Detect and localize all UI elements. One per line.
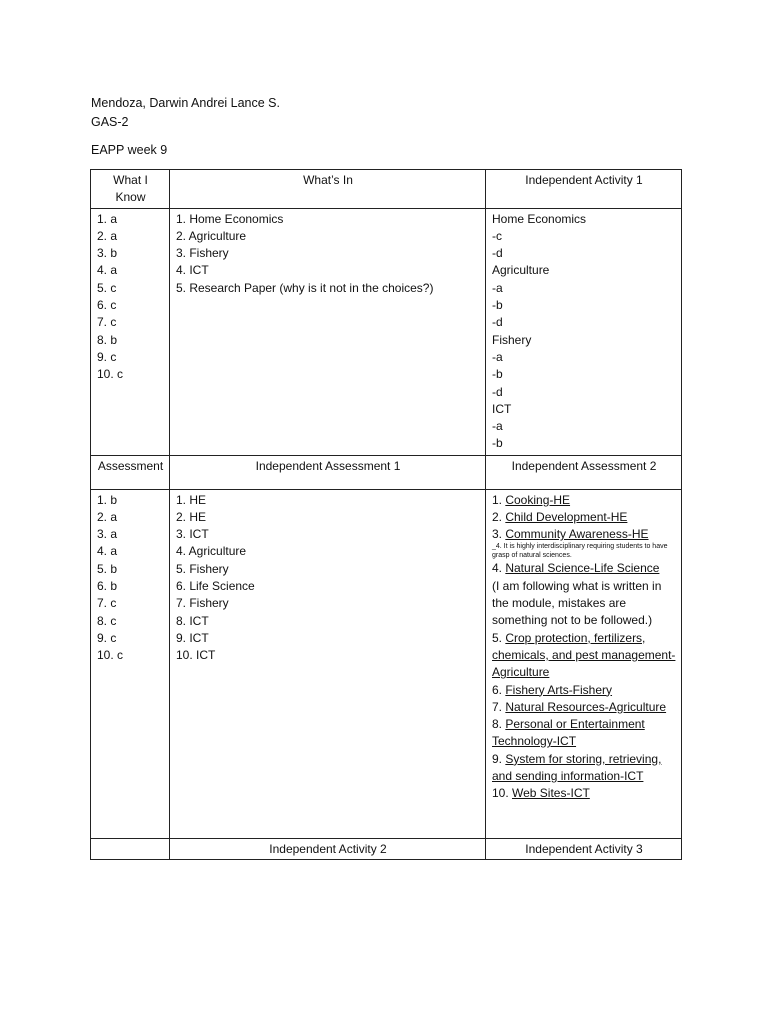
list-item: 2. Agriculture xyxy=(176,228,247,243)
independent-activity-1-cell xyxy=(486,208,682,455)
list-item: 9. c xyxy=(97,630,117,645)
list-item: 3. Fishery xyxy=(176,246,229,261)
list-item: -a xyxy=(492,280,503,295)
header-independent-assessment-1: Independent Assessment 1 xyxy=(170,455,486,489)
list-item: 1. HE xyxy=(176,492,207,507)
student-name: Mendoza, Darwin Andrei Lance S. xyxy=(91,96,280,110)
header-row-2 xyxy=(91,455,682,489)
what-i-know-cell xyxy=(91,208,170,455)
section-label: GAS-2 xyxy=(91,115,129,129)
header-independent-assessment-2: Independent Assessment 2 xyxy=(486,455,682,489)
list-item: Fishery xyxy=(492,332,532,347)
list-item: 4. ICT xyxy=(176,263,209,278)
list-item: 3. Community Awareness-HE xyxy=(492,527,649,542)
header-independent-activity-3: Independent Activity 3 xyxy=(486,838,682,859)
list-item: 1. Home Economics xyxy=(176,211,284,226)
header-row-3 xyxy=(91,838,682,859)
list-item: 5. Crop protection, fertilizers, chemicals, and pest management-Agriculture xyxy=(492,630,676,680)
header-row-1 xyxy=(91,170,682,209)
header-independent-activity-2: Independent Activity 2 xyxy=(170,838,486,859)
answers-table xyxy=(90,169,682,860)
list-item: 9. c xyxy=(97,349,117,364)
whats-in-cell xyxy=(170,208,486,455)
list-item: 9. System for storing, retrieving, and sending information-ICT xyxy=(492,751,662,784)
list-item: 4. a xyxy=(97,263,118,278)
list-item: 8. Personal or Entertainment Technology-ICT xyxy=(492,717,645,749)
independent-assessment-2-cell xyxy=(486,489,682,838)
header-independent-activity-1: Independent Activity 1 xyxy=(486,170,682,209)
list-item: 10. c xyxy=(97,367,124,382)
subject-label: EAPP week 9 xyxy=(91,143,168,157)
list-item: -d xyxy=(492,246,503,261)
list-item: 2. a xyxy=(97,509,118,524)
independent-assessment-1-cell xyxy=(170,489,486,838)
answers-row-2 xyxy=(91,489,682,838)
list-item: 1. Cooking-HE xyxy=(492,492,571,507)
list-item: 6. b xyxy=(97,579,118,594)
list-item: -d xyxy=(492,384,503,399)
list-item: 2. Child Development-HE xyxy=(492,509,628,524)
header-whats-in: What’s In xyxy=(170,170,486,209)
list-item: 7. Natural Resources-Agriculture xyxy=(492,699,667,714)
list-item: 6. c xyxy=(97,298,117,313)
list-item: 10. c xyxy=(97,648,124,663)
header-assessment: Assessment xyxy=(91,455,170,489)
list-item: 8. ICT xyxy=(176,613,209,628)
list-item: 5. c xyxy=(97,280,117,295)
list-item: ICT xyxy=(492,401,512,416)
list-item: 4. a xyxy=(97,544,118,559)
header-what-i-know: What I Know xyxy=(91,170,170,209)
list-item: 2. HE xyxy=(176,509,207,524)
list-item: 6. Life Science xyxy=(176,579,255,594)
list-item: -d xyxy=(492,315,503,330)
list-item: 8. c xyxy=(97,613,117,628)
list-item: 3. a xyxy=(97,527,118,542)
list-item: 4. Natural Science-Life Science xyxy=(492,561,660,576)
list-item: 5. b xyxy=(97,561,118,576)
header-empty xyxy=(91,838,170,859)
list-item: 8. b xyxy=(97,332,118,347)
list-item: 5. Fishery xyxy=(176,561,229,576)
list-item: 7. c xyxy=(97,596,117,611)
answers-row-1 xyxy=(91,208,682,455)
list-item: 9. ICT xyxy=(176,630,209,645)
list-item: 3. b xyxy=(97,246,118,261)
list-item: -a xyxy=(492,419,503,434)
list-item: 7. Fishery xyxy=(176,596,229,611)
list-item: -c xyxy=(492,228,502,243)
list-item: 1. b xyxy=(97,492,118,507)
list-item: 5. Research Paper (why is it not in the choices?) xyxy=(176,280,434,295)
list-item: 10. ICT xyxy=(176,648,216,663)
footnote: _4. It is highly interdisciplinary requiring students to have grasp of natural sciences. xyxy=(492,543,668,559)
list-item: -b xyxy=(492,298,503,313)
assessment-cell xyxy=(91,489,170,838)
list-item: 10. Web Sites-ICT xyxy=(492,786,590,801)
list-item: 6. Fishery Arts-Fishery xyxy=(492,682,613,697)
list-item: 4. Agriculture xyxy=(176,544,247,559)
list-item: -a xyxy=(492,349,503,364)
list-item: 7. c xyxy=(97,315,117,330)
list-item: 1. a xyxy=(97,211,118,226)
list-item: -b xyxy=(492,436,503,451)
comment: (I am following what is written in the module, mistakes are something not to be followed.) xyxy=(492,578,662,628)
list-item: -b xyxy=(492,367,503,382)
list-item: Home Economics xyxy=(492,211,587,226)
list-item: 2. a xyxy=(97,228,118,243)
list-item: 3. ICT xyxy=(176,527,209,542)
list-item: Agriculture xyxy=(492,263,550,278)
